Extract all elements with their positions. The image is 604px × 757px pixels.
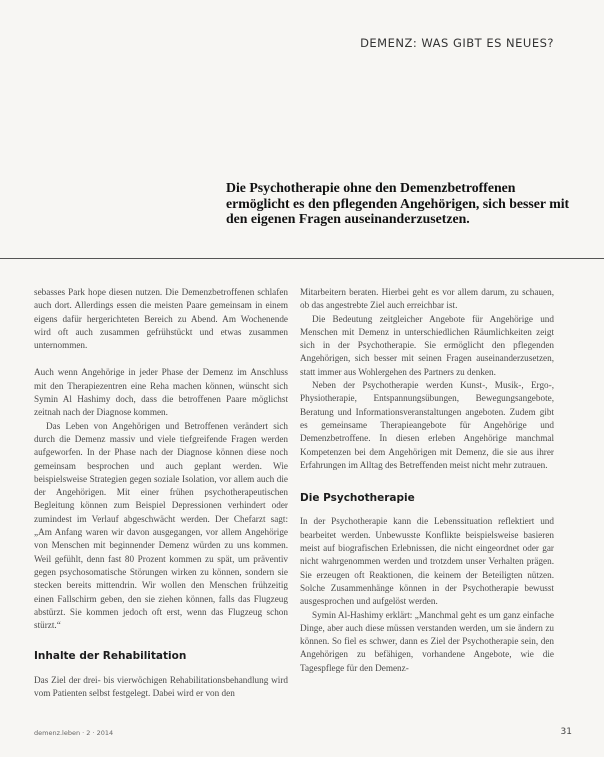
page-number: 31 <box>560 727 572 737</box>
left-column <box>34 286 288 700</box>
running-head: DEMENZ: WAS GIBT ES NEUES? <box>360 36 554 50</box>
paragraph: Das Leben von Angehörigen und Betroffenen verändert sich durch die Demenz massiv und viele tiefgreifende Fragen werden aufgeworfen. In der Phase nach der Diagnose können diese noch gemeinsam besprochen und auch geplant werden. Wie beispielsweise Strategien gegen soziale Isolation, vor allem auch die der Angehörigen. Mit einer frühen psychotherapeutischen Begleitung können zum Beispiel Depressionen verhindert oder zumindest im Verlauf abgeschwächt werden. Der Chefarzt sagt: „Am Anfang waren wir davon ausgegangen, vor allem Angehörige von Menschen mit beginnender Demenz würden zu uns kommen. Weil gefühlt, denn fast 80 Prozent kommen zu spät, um präventiv gegen psychosomatische Störungen wirken zu können, sondern sie stecken bereits mittendrin. Wir wollen den Menschen frühzeitig einen Fallschirm geben, den sie ziehen können, falls das Flugzeug abstürzt. Sie kommen jedoch oft erst, wenn das Flugzeug schon stürzt.“ <box>34 420 288 631</box>
pull-quote: Die Psychotherapie ohne den Demenzbetroffenen ermöglicht es den pflegenden Angehörigen, sich besser mit den eigenen Fragen auseinanderzusetzen. <box>226 180 570 226</box>
horizontal-rule <box>0 258 604 259</box>
paragraph: Neben der Psychotherapie werden Kunst-, Musik-, Ergo-, Physiotherapie, Entspannungsübungen, Bewegungsangebote, Beratung und Informationsveranstaltungen angeboten. Zudem gibt es gemeinsame Therapieangebote für Angehörige und Demenzbetroffene. In diesen erleben Angehörige manchmal Kompetenzen bei dem Angehörigen mit Demenz, die sie aus ihrer Erfahrungen im Alltag des Betreffenden meist nicht mehr zutrauen. <box>300 380 554 470</box>
right-column <box>300 286 554 675</box>
section-heading: Die Psychotherapie <box>300 492 415 505</box>
paragraph: Das Ziel der drei- bis vierwöchigen Rehabilitationsbehandlung wird vom Patienten selbst festgelegt. Dabei wird er von den <box>34 674 288 699</box>
footer-publication: demenz.leben · 2 · 2014 <box>34 729 114 737</box>
paragraph: In der Psychotherapie kann die Lebenssituation reflektiert und bearbeitet werden. Unbewusste Konflikte beispielsweise basieren meist auf biografischen Erlebnissen, die nicht eingeordnet oder gar nicht wahrgenommen werden und trotzdem unser Verhalten prägen. Sie erzeugen oft Reaktionen, die keinem der Beteiligten nützen. Solche Zusammenhänge können in der Psychotherapie bewusst ausgesprochen und aufgelöst werden. <box>300 516 554 607</box>
paragraph: sebasses Park hope diesen nutzen. Die Demenzbetroffenen schlafen auch dort. Allerdings essen die meisten Paare gemeinsam in einem eigens dafür hergerichteten Bereich zu Abend. Am Wochenende wird oft auch zusammen gefrühstückt und etwas zusammen unternommen. <box>34 287 288 351</box>
paragraph: Die Bedeutung zeitgleicher Angebote für Angehörige und Menschen mit Demenz in unterschiedlichen Räumlichkeiten zeigt sich in der Psychotherapie. Sie ermöglicht den pflegenden Angehörigen, sich besser mit seinen Fragen auseinanderzusetzen, statt immer aus Wohlergehen des Partners zu denken. <box>300 313 554 377</box>
paragraph: Symin Al-Hashimy erklärt: „Manchmal geht es um ganz einfache Dinge, aber auch diese müssen verstanden werden, um sie ändern zu können. So fiel es schwer, dann es Ziel der Psychotherapie sein, den Angehörigen zu befähigen, vorhandene Angebote, wie die Tagespflege für den Demenz- <box>300 609 554 673</box>
section-heading: Inhalte der Rehabilitation <box>34 650 187 663</box>
paragraph: Auch wenn Angehörige in jeder Phase der Demenz im Anschluss mit den Therapiezentren eine Reha machen können, wünscht sich Symin Al Hashimy doch, dass die betroffenen Paare möglichst zeitnah nach der Diagnose kommen. <box>34 367 288 418</box>
paragraph: Mitarbeitern beraten. Hierbei geht es vor allem darum, zu schauen, ob das angestrebte Ziel auch erreichbar ist. <box>300 287 554 311</box>
